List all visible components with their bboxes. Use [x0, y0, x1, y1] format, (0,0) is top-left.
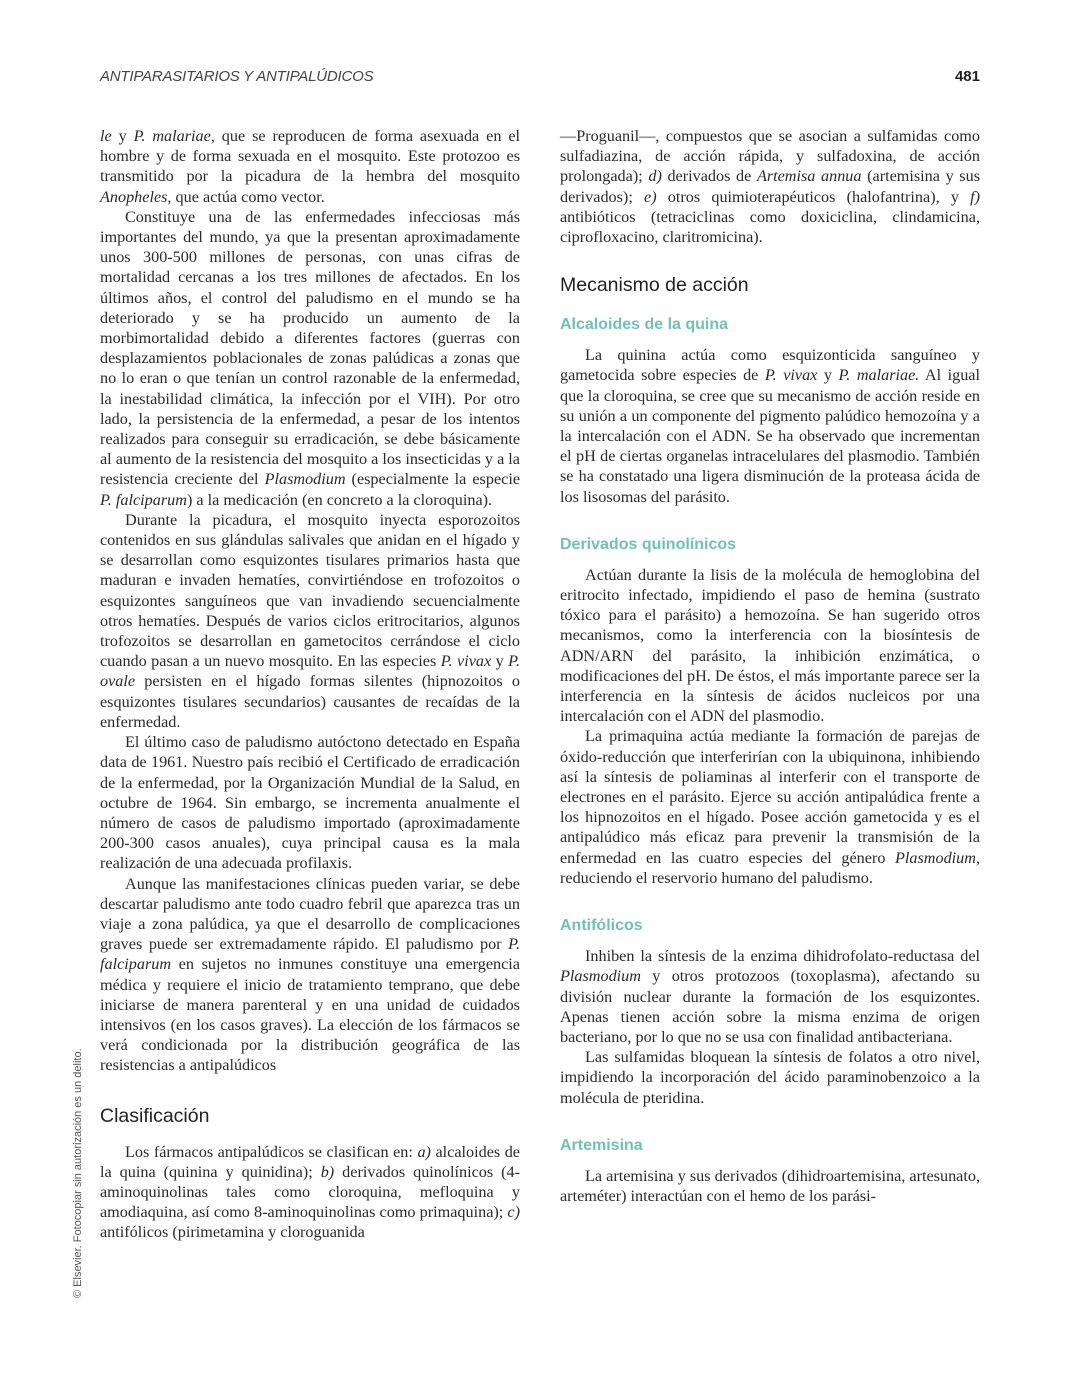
text: persisten en el hígado formas silentes (hipnozoitos o esquizontes tisulares secundarios) causantes de recaídas de la enfermedad. — [100, 672, 520, 731]
text: La primaquina actúa mediante la formación de parejas de óxido-reducción que interferirían con la ubiquinona, inhibiendo así la síntesis de poliaminas al interferir con el transporte de electrones en el parásito. Ejerce su acción antipalúdica frente a los hipnozoitos en el hígado. Posee acción gametocida y es el antipalúdico más eficaz para prevenir la transmisión de la enfermedad en las cuatro especies del género — [560, 727, 980, 867]
text: que actúa como vector. — [171, 187, 325, 206]
paragraph: La artemisina y sus derivados (dihidroartemisina, artesunato, arteméter) interactúan con el hemo de los parási- — [560, 1166, 980, 1205]
paragraph — [560, 726, 980, 888]
text: derivados quinolínicos (4-aminoquinolinas tales como cloroquina, mefloquina y amodiaquina, así como 8-aminoquinolinas como primaquina); — [100, 1162, 521, 1222]
text: (especialmente la especie — [345, 470, 520, 489]
species-name: P. falciparum — [100, 935, 520, 974]
genus-name: Plasmodium — [264, 470, 346, 489]
genus-name: Plasmodium — [560, 967, 641, 986]
left-column — [100, 126, 520, 1243]
page-number: 481 — [954, 68, 980, 85]
text: alcaloides de la quina (quinina y quinidina); — [100, 1142, 520, 1181]
section-heading-clasificacion: Clasificación — [100, 1104, 210, 1127]
paragraph — [100, 126, 520, 207]
text: Constituye una de las enfermedades infecciosas más importantes del mundo, ya que la presentan aproximadamente unos 300-500 millones de personas, con unas cifras de mortalidad cercanas a los tres millones de afectados. En los últimos años, el control del paludismo en el mundo se ha deteriorado y se ha producido un aumento de la morbimortalidad debido a diferentes factores (guerras con desplazamientos poblacionales de zonas palúdicas a zonas que no lo eran o que tenían un control razonable de la enfermedad, la inestabilidad climática, la infección por el VIH). Por otro lado, la persistencia de la enfermedad, a pesar de los intentos realizados para conseguir su erradicación, se debe básicamente al aumento de la resistencia del mosquito a los insecticidas y a la resistencia creciente del — [100, 207, 520, 489]
text: y — [491, 652, 509, 671]
running-header — [100, 68, 980, 85]
text: La quinina actúa como esquizonticida sanguíneo y gametocida sobre especies de — [560, 346, 980, 385]
paragraph — [560, 126, 980, 247]
subheading-alcaloides: Alcaloides de la quina — [560, 316, 729, 334]
text: en sujetos no inmunes constituye una emergencia médica y requiere el inicio de tratamiento temprano, que debe iniciarse de manera parenteral y en una unidad de cuidados intensivos (en los casos graves). La elección de los fármacos se verá condicionada por la distribución geográfica de las resistencias a antipalúdicos — [100, 955, 520, 1075]
subheading-artemisina: Artemisina — [560, 1136, 643, 1154]
running-title: ANTIPARASITARIOS Y ANTIPALÚDICOS — [100, 68, 374, 85]
list-marker: b) — [320, 1162, 335, 1181]
text: que se reproducen de forma asexuada en el hombre y de forma sexuada en el mosquito. Este protozoo es transmitido por la picadura de la hembra del mosquito — [100, 127, 521, 186]
species-name: P. vivax — [440, 652, 492, 671]
text: (artemisina y sus derivados); — [560, 167, 980, 206]
subheading-derivados-quinolinicos: Derivados quinolínicos — [560, 535, 737, 553]
text: Inhiben la síntesis de la enzima dihidrofolato-reductasa del — [585, 947, 980, 966]
text: otros quimioterapéuticos (halofantrina), y — [656, 187, 971, 206]
species-name: P. malariae, — [133, 127, 215, 145]
paragraph — [100, 1142, 520, 1243]
paragraph — [560, 345, 980, 507]
paragraph — [100, 207, 520, 510]
text: y — [111, 127, 134, 145]
text: Al igual que la cloroquina, se cree que su mecanismo de acción reside en su unión a un componente del pigmento palúdico hemozoína y a la intercalación con el ADN. Se ha observado que incrementan el pH de ciertas organelas intracelulares del plasmodio. También se ha constatado una ligera disminución de la proteasa ácida de los lisosomas del parásito. — [560, 366, 980, 506]
paragraph — [100, 874, 520, 1076]
genus-name: Plasmodium, — [895, 848, 980, 867]
text: antifólicos (pirimetamina y cloroguanida — [100, 1223, 365, 1242]
paragraph: El último caso de paludismo autóctono detectado en España data de 1961. Nuestro país recibió el Certificado de erradicación de la enfermedad, por la Organización Mundial de la Salud, en octubre de 1964. Sin embargo, se incrementa anualmente el número de casos de paludismo importado (aproximadamente 200-300 casos anuales), cuya principal causa es la mala realización de una adecuada profilaxis. — [100, 733, 520, 873]
list-marker: d) — [648, 167, 662, 186]
copyright-note: © Elsevier. Fotocopiar sin autorización es un delito. — [72, 1048, 84, 1298]
paragraph — [560, 946, 980, 1047]
species-name: le — [100, 127, 112, 145]
species-name: P. ovale — [100, 652, 520, 691]
section-heading-mecanismo: Mecanismo de acción — [560, 274, 749, 297]
right-column — [560, 126, 980, 1206]
genus-name: Anopheles, — [100, 187, 172, 206]
paragraph — [100, 510, 520, 732]
paragraph: Las sulfamidas bloquean la síntesis de folatos a otro nivel, impidiendo la incorporación del ácido paraminobenzoico a la molécula de pteridina. — [560, 1048, 980, 1107]
text: derivados de — [661, 167, 757, 186]
text: Los fármacos antipalúdicos se clasifican en: — [125, 1142, 418, 1161]
list-marker: c) — [507, 1203, 520, 1222]
subheading-antifolicos: Antifólicos — [560, 917, 643, 935]
species-name: P. vivax — [764, 366, 818, 385]
text: y otros protozoos (toxoplasma), afectando su división nuclear durante la formación de los esquizontes. Apenas tienen acción sobre la misma enzima de origen bacteriano, por lo que no se usa con finalidad antibacteriana. — [560, 967, 980, 1046]
species-name: Artemisa annua — [756, 167, 862, 186]
text: y — [817, 366, 839, 385]
species-name: P. falciparum — [100, 490, 187, 509]
text: Durante la picadura, el mosquito inyecta esporozoitos contenidos en sus glándulas salivales que anidan en el hígado y se desarrollan como esquizontes tisulares primarios hasta que maduran e invaden hematíes, convirtiéndose en trofozoitos o esquizontes sanguíneos que van invadiendo secuencialmente otros hematíes. Después de varios ciclos eritrocitarios, algunos trofozoitos se desarrollan en gametocitos cerrándose el ciclo cuando pasan a un nuevo mosquito. En las especies — [100, 510, 520, 671]
paragraph: Actúan durante la lisis de la molécula de hemoglobina del eritrocito infectado, impidiendo el paso de hemina (sustrato tóxico para el parásito) a hemozoína. Se han sugerido otros mecanismos, como la interferencia con la biosíntesis de ADN/ARN del parásito, la inhibición enzimática, o modificaciones del pH. De éstos, el más importante parece ser la interferencia en la síntesis de ácidos nucleicos por una intercalación con el ADN del plasmodio. — [560, 565, 980, 726]
list-marker: e) — [644, 187, 657, 206]
text: —Proguanil—, compuestos que se asocian a sulfamidas como sulfadiazina, de acción rápida, y sulfadoxina, de acción prolongada); — [560, 127, 980, 186]
text: ) a la medicación (en concreto a la cloroquina). — [186, 490, 493, 509]
text: Aunque las manifestaciones clínicas pueden variar, se debe descartar paludismo ante todo cuadro febril que aparezca tras un viaje a zona palúdica, ya que el desarrollo de complicaciones graves puede ser extremadamente rápido. El paludismo por — [100, 874, 520, 954]
species-name: P. malariae. — [838, 366, 920, 385]
text: reduciendo el reservorio humano del paludismo. — [560, 868, 873, 887]
list-marker: f) — [970, 187, 980, 206]
list-marker: a) — [417, 1142, 431, 1161]
text: antibióticos (tetraciclinas como doxiciclina, clindamicina, ciprofloxacino, claritromicina). — [560, 207, 980, 247]
